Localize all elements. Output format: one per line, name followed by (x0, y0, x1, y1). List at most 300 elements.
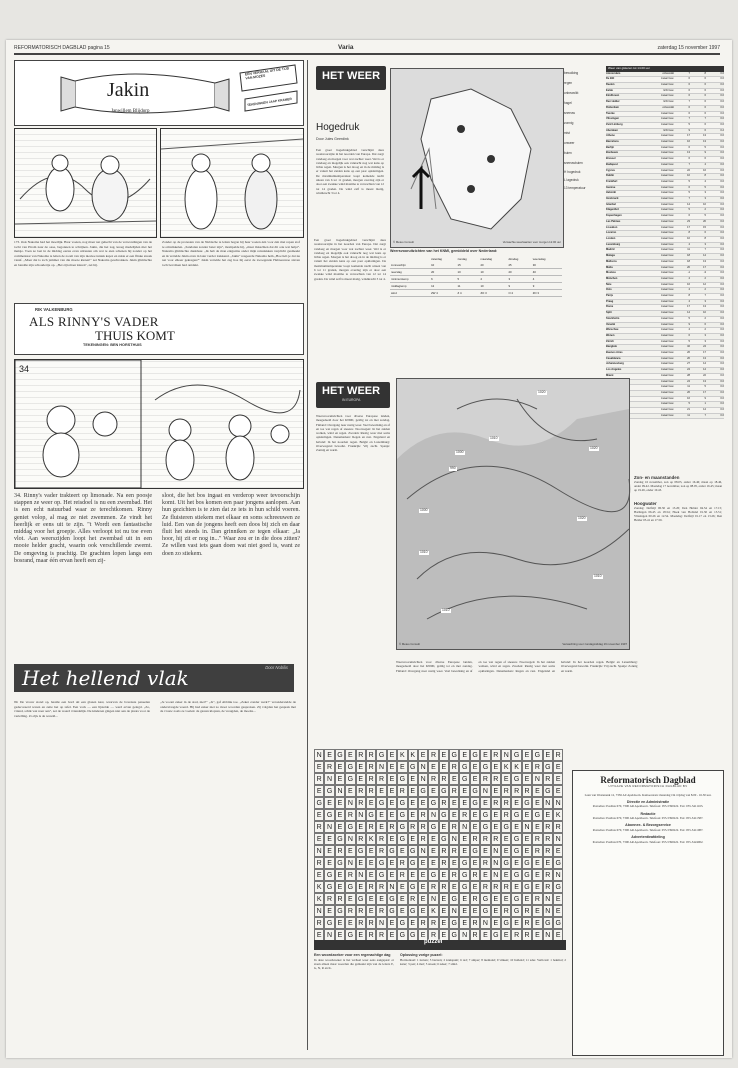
puzzle-cell[interactable]: E (532, 929, 542, 941)
puzzle-cell[interactable]: N (324, 821, 334, 833)
puzzle-cell[interactable]: G (522, 869, 532, 881)
puzzle-cell[interactable]: E (459, 749, 469, 761)
puzzle-cell[interactable]: R (356, 797, 366, 809)
puzzle-cell[interactable]: R (366, 929, 376, 941)
puzzle-cell[interactable]: N (324, 929, 334, 941)
puzzle-cell[interactable]: N (459, 821, 469, 833)
puzzle-cell[interactable]: R (408, 821, 418, 833)
puzzle-cell[interactable]: R (356, 905, 366, 917)
puzzle-cell[interactable]: E (470, 857, 480, 869)
puzzle-cell[interactable]: E (543, 809, 553, 821)
puzzle-cell[interactable]: E (335, 797, 345, 809)
puzzle-cell[interactable]: R (418, 833, 428, 845)
puzzle-cell[interactable]: G (397, 797, 407, 809)
puzzle-cell[interactable]: G (408, 845, 418, 857)
puzzle-cell[interactable]: E (335, 821, 345, 833)
puzzle-cell[interactable]: G (428, 869, 438, 881)
puzzle-cell[interactable]: G (324, 869, 334, 881)
puzzle-cell[interactable]: G (408, 905, 418, 917)
puzzle-cell[interactable]: R (356, 785, 366, 797)
puzzle-cell[interactable]: R (314, 821, 324, 833)
puzzle-cell[interactable]: G (553, 881, 563, 893)
puzzle-cell[interactable]: E (345, 785, 355, 797)
puzzle-cell[interactable]: R (428, 749, 438, 761)
puzzle-cell[interactable]: E (470, 881, 480, 893)
puzzle-cell[interactable]: G (314, 797, 324, 809)
puzzle-cell[interactable]: G (459, 857, 469, 869)
puzzle-cell[interactable]: R (376, 845, 386, 857)
puzzle-cell[interactable]: R (470, 917, 480, 929)
puzzle-cell[interactable]: G (356, 845, 366, 857)
puzzle-cell[interactable]: G (553, 917, 563, 929)
puzzle-cell[interactable]: E (324, 857, 334, 869)
puzzle-cell[interactable]: R (543, 821, 553, 833)
puzzle-cell[interactable]: E (428, 845, 438, 857)
puzzle-cell[interactable]: E (439, 869, 449, 881)
puzzle-cell[interactable]: E (439, 761, 449, 773)
puzzle-cell[interactable]: R (501, 809, 511, 821)
puzzle-cell[interactable]: G (335, 833, 345, 845)
puzzle-cell[interactable]: R (376, 773, 386, 785)
puzzle-cell[interactable]: E (480, 845, 490, 857)
puzzle-cell[interactable]: E (397, 845, 407, 857)
puzzle-cell[interactable]: N (376, 761, 386, 773)
puzzle-cell[interactable]: N (553, 797, 563, 809)
puzzle-cell[interactable]: E (532, 797, 542, 809)
puzzle-cell[interactable]: G (501, 917, 511, 929)
puzzle-cell[interactable]: E (553, 845, 563, 857)
puzzle-cell[interactable]: R (397, 857, 407, 869)
puzzle-cell[interactable]: E (356, 929, 366, 941)
puzzle-cell[interactable]: E (314, 761, 324, 773)
puzzle-cell[interactable]: G (376, 869, 386, 881)
puzzle-cell[interactable]: E (532, 917, 542, 929)
puzzle-cell[interactable]: R (501, 881, 511, 893)
puzzle-cell[interactable]: R (543, 845, 553, 857)
puzzle-cell[interactable]: G (470, 797, 480, 809)
puzzle-cell[interactable]: R (345, 869, 355, 881)
puzzle-cell[interactable]: R (491, 773, 501, 785)
puzzle-cell[interactable]: E (532, 881, 542, 893)
puzzle-cell[interactable]: G (522, 857, 532, 869)
puzzle-cell[interactable]: N (418, 845, 428, 857)
puzzle-cell[interactable]: N (335, 785, 345, 797)
puzzle-cell[interactable]: R (356, 917, 366, 929)
puzzle-cell[interactable]: R (449, 761, 459, 773)
puzzle-cell[interactable]: E (324, 749, 334, 761)
puzzle-cell[interactable]: R (345, 809, 355, 821)
puzzle-cell[interactable]: N (345, 833, 355, 845)
puzzle-cell[interactable]: R (491, 749, 501, 761)
puzzle-cell[interactable]: N (532, 773, 542, 785)
puzzle-cell[interactable]: K (314, 893, 324, 905)
puzzle-cell[interactable]: E (418, 869, 428, 881)
puzzle-cell[interactable]: E (491, 785, 501, 797)
puzzle-cell[interactable]: R (449, 785, 459, 797)
puzzle-cell[interactable]: E (439, 821, 449, 833)
puzzle-cell[interactable]: E (387, 749, 397, 761)
puzzle-cell[interactable]: N (356, 809, 366, 821)
puzzle-cell[interactable]: R (522, 917, 532, 929)
puzzle-cell[interactable]: R (511, 785, 521, 797)
puzzle-cell[interactable]: R (449, 869, 459, 881)
puzzle-cell[interactable]: G (397, 773, 407, 785)
puzzle-cell[interactable]: N (491, 857, 501, 869)
puzzle-cell[interactable]: G (408, 857, 418, 869)
puzzle-cell[interactable]: R (366, 881, 376, 893)
puzzle-cell[interactable]: R (324, 761, 334, 773)
puzzle-cell[interactable]: N (449, 833, 459, 845)
puzzle-cell[interactable]: E (522, 773, 532, 785)
puzzle-cell[interactable]: K (553, 809, 563, 821)
puzzle-cell[interactable]: G (324, 881, 334, 893)
puzzle-cell[interactable]: E (418, 749, 428, 761)
puzzle-cell[interactable]: N (553, 869, 563, 881)
puzzle-cell[interactable]: E (553, 785, 563, 797)
puzzle-cell[interactable]: G (511, 749, 521, 761)
puzzle-cell[interactable]: R (314, 773, 324, 785)
puzzle-cell[interactable]: E (314, 869, 324, 881)
puzzle-cell[interactable]: G (376, 797, 386, 809)
puzzle-cell[interactable]: G (439, 833, 449, 845)
puzzle-cell[interactable]: E (439, 749, 449, 761)
puzzle-cell[interactable]: N (449, 905, 459, 917)
puzzle-cell[interactable]: G (397, 809, 407, 821)
puzzle-cell[interactable]: R (522, 905, 532, 917)
puzzle-cell[interactable]: R (376, 881, 386, 893)
puzzle-cell[interactable]: E (376, 785, 386, 797)
puzzle-cell[interactable]: E (428, 833, 438, 845)
puzzle-cell[interactable]: E (345, 845, 355, 857)
puzzle-cell[interactable]: E (397, 761, 407, 773)
puzzle-cell[interactable]: G (511, 833, 521, 845)
puzzle-cell[interactable]: E (408, 773, 418, 785)
puzzle-cell[interactable]: G (459, 761, 469, 773)
puzzle-cell[interactable]: R (470, 929, 480, 941)
puzzle-cell[interactable]: G (511, 905, 521, 917)
puzzle-cell[interactable]: G (387, 845, 397, 857)
puzzle-cell[interactable]: E (397, 905, 407, 917)
puzzle-cell[interactable]: K (501, 761, 511, 773)
puzzle-cell[interactable]: N (314, 905, 324, 917)
puzzle-cell[interactable]: E (439, 917, 449, 929)
puzzle-cell[interactable]: E (501, 833, 511, 845)
puzzle-cell[interactable]: E (480, 929, 490, 941)
puzzle-cell[interactable]: E (366, 797, 376, 809)
puzzle-cell[interactable]: E (366, 845, 376, 857)
puzzle-cell[interactable]: G (459, 881, 469, 893)
puzzle-cell[interactable]: E (491, 917, 501, 929)
puzzle-cell[interactable]: G (335, 905, 345, 917)
puzzle-cell[interactable]: G (480, 761, 490, 773)
puzzle-cell[interactable]: G (449, 929, 459, 941)
puzzle-cell[interactable]: G (387, 905, 397, 917)
puzzle-cell[interactable]: G (335, 857, 345, 869)
puzzle-cell[interactable]: R (428, 917, 438, 929)
puzzle-cell[interactable]: E (335, 929, 345, 941)
puzzle-cell[interactable]: G (439, 785, 449, 797)
puzzle-cell[interactable]: E (543, 857, 553, 869)
puzzle-cell[interactable]: E (408, 917, 418, 929)
puzzle-cell[interactable]: G (324, 917, 334, 929)
puzzle-cell[interactable]: E (459, 845, 469, 857)
puzzle-cell[interactable]: G (397, 833, 407, 845)
puzzle-cell[interactable]: E (387, 761, 397, 773)
puzzle-cell[interactable]: E (439, 905, 449, 917)
puzzle-cell[interactable]: E (335, 869, 345, 881)
puzzle-cell[interactable]: E (356, 761, 366, 773)
puzzle-cell[interactable]: R (439, 845, 449, 857)
puzzle-cell[interactable]: N (543, 893, 553, 905)
puzzle-cell[interactable]: E (335, 881, 345, 893)
puzzle-cell[interactable]: G (522, 881, 532, 893)
puzzle-cell[interactable]: E (532, 821, 542, 833)
puzzle-cell[interactable]: E (553, 905, 563, 917)
puzzle-cell[interactable]: R (418, 917, 428, 929)
puzzle-cell[interactable]: E (449, 857, 459, 869)
puzzle-cell[interactable]: G (356, 893, 366, 905)
puzzle-cell[interactable]: E (387, 797, 397, 809)
puzzle-cell[interactable]: G (449, 893, 459, 905)
puzzle-cell[interactable]: G (501, 857, 511, 869)
puzzle-cell[interactable]: R (366, 821, 376, 833)
puzzle-cell[interactable]: E (470, 773, 480, 785)
puzzle-cell[interactable]: E (480, 869, 490, 881)
puzzle-cell[interactable]: E (491, 809, 501, 821)
puzzle-cell[interactable]: E (314, 833, 324, 845)
puzzle-cell[interactable]: G (345, 881, 355, 893)
puzzle-cell[interactable]: E (387, 809, 397, 821)
puzzle-cell[interactable]: G (366, 809, 376, 821)
puzzle-cell[interactable]: E (366, 905, 376, 917)
puzzle-cell[interactable]: E (366, 869, 376, 881)
puzzle-cell[interactable]: R (387, 821, 397, 833)
puzzle-cell[interactable]: E (408, 809, 418, 821)
puzzle-cell[interactable]: N (418, 761, 428, 773)
puzzle-cell[interactable]: N (345, 857, 355, 869)
puzzle-cell[interactable]: E (439, 929, 449, 941)
puzzle-cell[interactable]: R (408, 893, 418, 905)
puzzle-cell[interactable]: E (345, 893, 355, 905)
puzzle-cell[interactable]: R (366, 749, 376, 761)
puzzle-cell[interactable]: E (335, 809, 345, 821)
puzzle-cell[interactable]: R (439, 773, 449, 785)
puzzle-cell[interactable]: E (428, 785, 438, 797)
puzzle-cell[interactable]: N (428, 893, 438, 905)
puzzle-cell[interactable]: R (428, 773, 438, 785)
puzzle-cell[interactable]: N (491, 845, 501, 857)
puzzle-cell[interactable]: G (345, 773, 355, 785)
puzzle-cell[interactable]: G (543, 917, 553, 929)
puzzle-cell[interactable]: E (387, 857, 397, 869)
puzzle-cell[interactable]: R (491, 881, 501, 893)
puzzle-cell[interactable]: E (428, 761, 438, 773)
puzzle-cell[interactable]: R (335, 893, 345, 905)
puzzle-cell[interactable]: G (543, 761, 553, 773)
puzzle-cell[interactable]: R (543, 773, 553, 785)
puzzle-cell[interactable]: R (553, 749, 563, 761)
puzzle-cell[interactable]: R (356, 833, 366, 845)
puzzle-cell[interactable]: R (491, 797, 501, 809)
puzzle-cell[interactable]: E (543, 749, 553, 761)
puzzle-cell[interactable]: R (439, 857, 449, 869)
puzzle-cell[interactable]: G (532, 749, 542, 761)
puzzle-cell[interactable]: E (324, 833, 334, 845)
puzzle-cell[interactable]: G (387, 893, 397, 905)
puzzle-cell[interactable]: G (480, 821, 490, 833)
puzzle-cell[interactable]: G (511, 809, 521, 821)
puzzle-cell[interactable]: E (314, 785, 324, 797)
puzzle-cell[interactable]: E (387, 833, 397, 845)
puzzle-cell[interactable]: E (532, 857, 542, 869)
puzzle-cell[interactable]: E (408, 785, 418, 797)
puzzle-cell[interactable]: N (314, 845, 324, 857)
puzzle-cell[interactable]: E (366, 893, 376, 905)
puzzle-cell[interactable]: E (449, 797, 459, 809)
puzzle-cell[interactable]: N (522, 821, 532, 833)
puzzle-cell[interactable]: R (470, 869, 480, 881)
puzzle-cell[interactable]: G (397, 917, 407, 929)
puzzle-cell[interactable]: G (335, 749, 345, 761)
puzzle-cell[interactable]: G (511, 893, 521, 905)
puzzle-cell[interactable]: G (397, 821, 407, 833)
puzzle-cell[interactable]: R (418, 821, 428, 833)
puzzle-cell[interactable]: N (501, 749, 511, 761)
puzzle-cell[interactable]: R (324, 893, 334, 905)
puzzle-cell[interactable]: N (480, 917, 490, 929)
puzzle-cell[interactable]: E (522, 893, 532, 905)
puzzle-cell[interactable]: G (408, 929, 418, 941)
puzzle-cell[interactable]: E (480, 797, 490, 809)
puzzle-cell[interactable]: R (459, 809, 469, 821)
puzzle-cell[interactable]: K (314, 881, 324, 893)
puzzle-cell[interactable]: E (522, 809, 532, 821)
puzzle-cell[interactable]: R (532, 845, 542, 857)
puzzle-cell[interactable]: E (356, 773, 366, 785)
puzzle-cell[interactable]: G (345, 761, 355, 773)
puzzle-cell[interactable]: E (418, 857, 428, 869)
puzzle-cell[interactable]: E (511, 917, 521, 929)
puzzle-cell[interactable]: G (459, 869, 469, 881)
puzzle-cell[interactable]: R (428, 929, 438, 941)
puzzle-cell[interactable]: E (501, 773, 511, 785)
puzzle-cell[interactable]: N (345, 797, 355, 809)
puzzle-cell[interactable]: E (459, 797, 469, 809)
puzzle-cell[interactable]: G (511, 869, 521, 881)
puzzle-cell[interactable]: E (511, 797, 521, 809)
puzzle-cell[interactable]: R (553, 821, 563, 833)
puzzle-cell[interactable]: K (511, 761, 521, 773)
puzzle-cell[interactable]: G (491, 929, 501, 941)
puzzle-cell[interactable]: R (366, 785, 376, 797)
puzzle-cell[interactable]: R (470, 833, 480, 845)
puzzle-cell[interactable]: E (522, 761, 532, 773)
puzzle-cell[interactable]: E (553, 893, 563, 905)
puzzle-cell[interactable]: E (356, 821, 366, 833)
puzzle-cell[interactable]: R (439, 797, 449, 809)
puzzle-cell[interactable]: G (470, 749, 480, 761)
puzzle-cell[interactable]: E (345, 749, 355, 761)
puzzle-cell[interactable]: E (553, 929, 563, 941)
puzzle-cell[interactable]: E (553, 761, 563, 773)
puzzle-cell[interactable]: R (532, 761, 542, 773)
puzzle-cell[interactable]: E (470, 821, 480, 833)
puzzle-cell[interactable]: E (449, 773, 459, 785)
puzzle-cell[interactable]: E (522, 845, 532, 857)
puzzle-cell[interactable]: G (480, 905, 490, 917)
puzzle-cell[interactable]: R (501, 785, 511, 797)
puzzle-cell[interactable]: E (356, 857, 366, 869)
puzzle-cell[interactable]: G (553, 857, 563, 869)
puzzle-cell[interactable]: E (397, 881, 407, 893)
puzzle-cell[interactable]: E (439, 893, 449, 905)
puzzle-cell[interactable]: E (511, 857, 521, 869)
puzzle-cell[interactable]: E (408, 833, 418, 845)
puzzle-cell[interactable]: G (449, 749, 459, 761)
puzzle-cell[interactable]: E (324, 845, 334, 857)
puzzle-cell[interactable]: G (511, 845, 521, 857)
puzzle-cell[interactable]: E (314, 929, 324, 941)
puzzle-cell[interactable]: E (511, 821, 521, 833)
puzzle-cell[interactable]: R (522, 785, 532, 797)
puzzle-cell[interactable]: G (543, 785, 553, 797)
puzzle-cell[interactable]: E (387, 773, 397, 785)
puzzle-cell[interactable]: E (501, 893, 511, 905)
puzzle-cell[interactable]: G (345, 929, 355, 941)
puzzle-cell[interactable]: G (439, 809, 449, 821)
puzzle-cell[interactable]: E (501, 929, 511, 941)
puzzle-cell[interactable]: R (376, 833, 386, 845)
puzzle-cell[interactable]: E (335, 773, 345, 785)
puzzle-cell[interactable]: E (491, 761, 501, 773)
puzzle-cell[interactable]: E (376, 821, 386, 833)
puzzle-cell[interactable]: R (376, 929, 386, 941)
puzzle-cell[interactable]: G (470, 785, 480, 797)
puzzle-cell[interactable]: E (449, 881, 459, 893)
puzzle-cell[interactable]: E (428, 857, 438, 869)
puzzle-cell[interactable]: G (324, 785, 334, 797)
puzzle-cell[interactable]: E (459, 785, 469, 797)
puzzle-cell[interactable]: R (449, 845, 459, 857)
puzzle-cell[interactable]: R (543, 869, 553, 881)
puzzle-cell[interactable]: E (408, 797, 418, 809)
puzzle-cell[interactable]: G (418, 785, 428, 797)
puzzle-cell[interactable]: R (366, 917, 376, 929)
puzzle-cell[interactable]: E (387, 917, 397, 929)
puzzle-cell[interactable]: R (501, 905, 511, 917)
puzzle-cell[interactable]: R (376, 905, 386, 917)
puzzle-cell[interactable]: N (376, 917, 386, 929)
puzzle-cell[interactable]: R (314, 917, 324, 929)
puzzle-cell[interactable]: R (543, 881, 553, 893)
puzzle-cell[interactable]: E (418, 929, 428, 941)
puzzle-cell[interactable]: R (418, 809, 428, 821)
puzzle-cell[interactable]: R (345, 905, 355, 917)
puzzle-cell[interactable]: E (470, 761, 480, 773)
puzzle-cell[interactable]: R (397, 869, 407, 881)
puzzle-cell[interactable]: G (408, 881, 418, 893)
puzzle-cell[interactable]: E (522, 833, 532, 845)
puzzle-cell[interactable]: E (511, 881, 521, 893)
puzzle-cell[interactable]: G (428, 797, 438, 809)
puzzle-cell[interactable]: N (418, 773, 428, 785)
puzzle-cell[interactable]: R (532, 833, 542, 845)
puzzle-cell[interactable]: N (459, 929, 469, 941)
puzzle-cell[interactable]: E (501, 845, 511, 857)
puzzle-cell[interactable]: K (408, 749, 418, 761)
puzzle-cell[interactable]: G (428, 821, 438, 833)
puzzle-cell[interactable]: G (397, 929, 407, 941)
